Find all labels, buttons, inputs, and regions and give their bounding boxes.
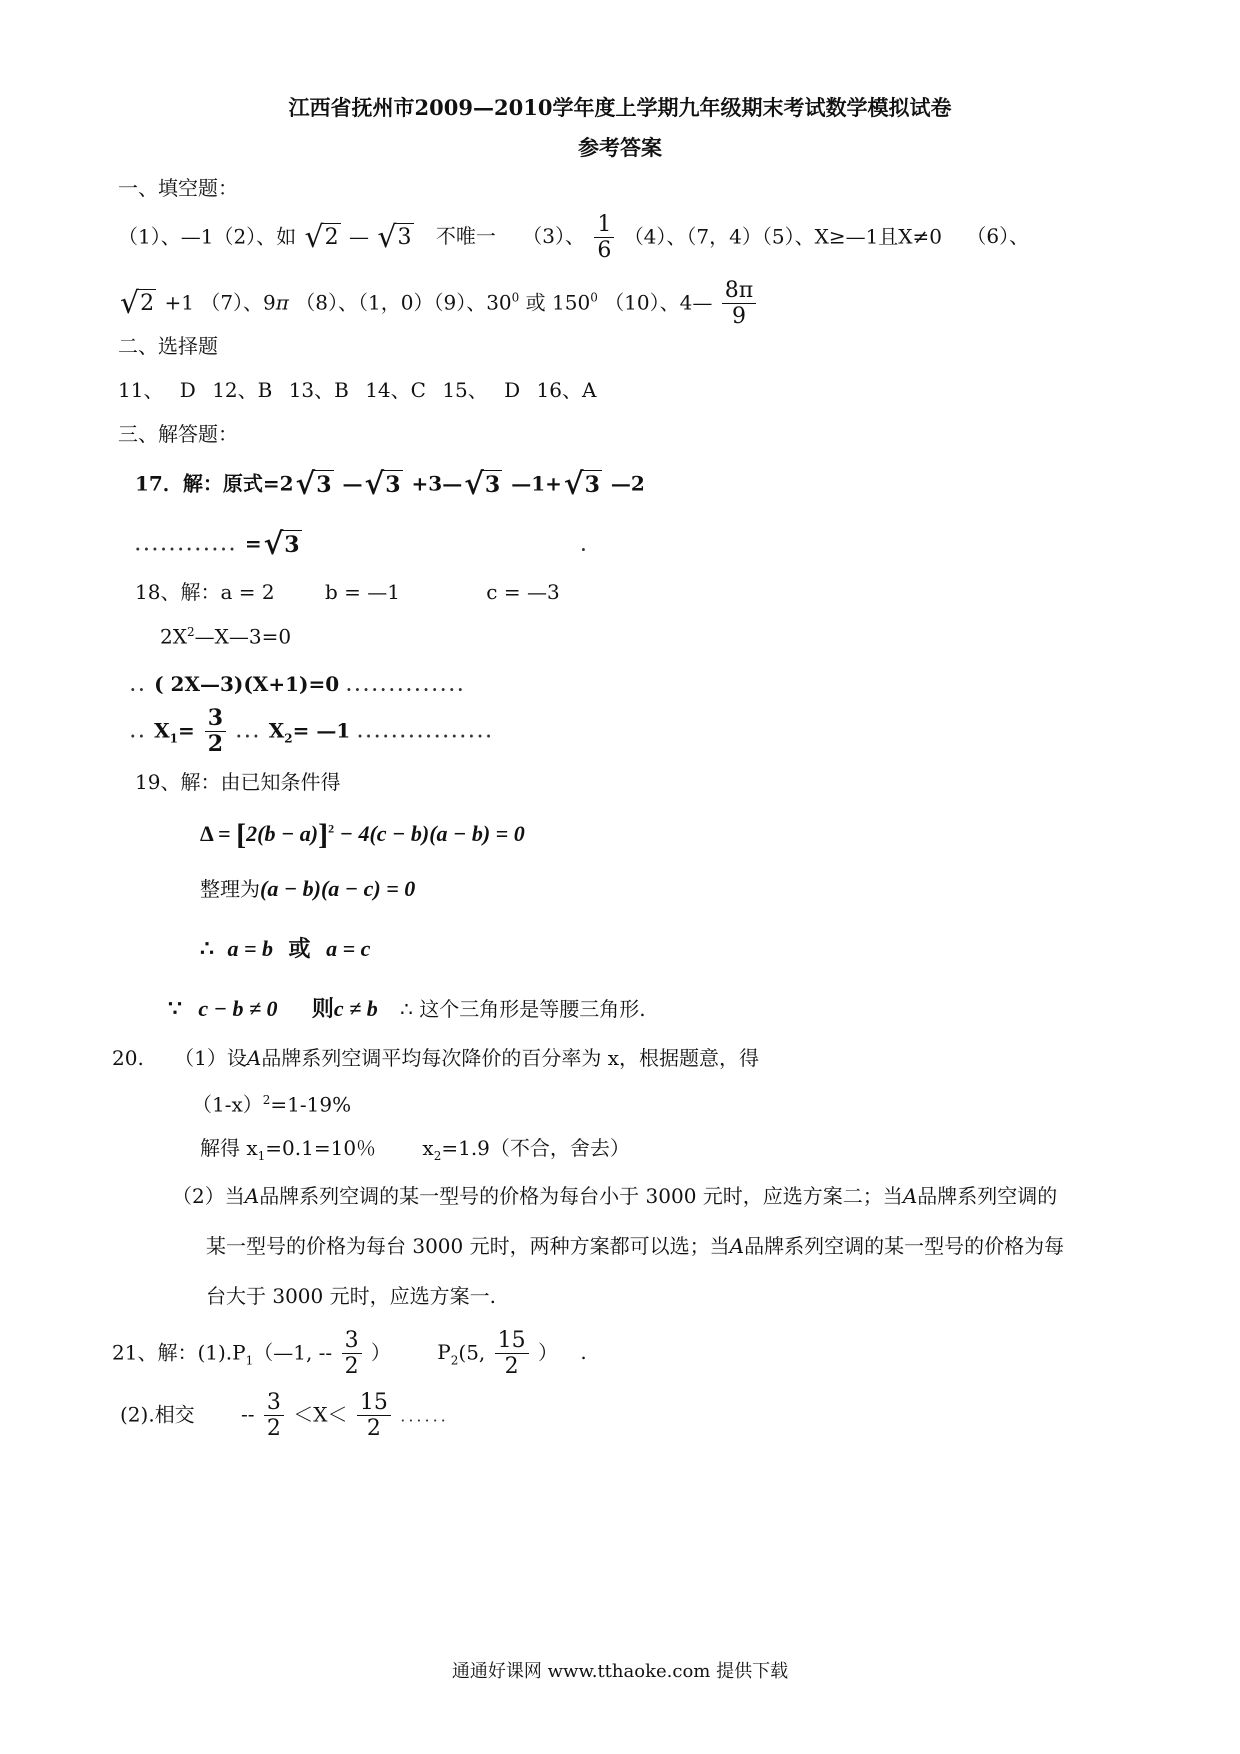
q18-equation: $2X^2—X—3=0$ [160, 624, 292, 649]
document-subtitle: 参考答案 [578, 135, 662, 160]
q21-part1: 21、解：$(1).P_1(—1$, -- $\frac{3}{2}$ ） $P_2(5$, $\frac{15}{2}$ ） . [112, 1328, 587, 1380]
q20-part2-line-2: 某一型号的价格为每台 3000 元时，两种方案都可以选；当A品牌系列空调的某一型号的价格为每 [206, 1234, 1065, 1258]
sqrt-expression: √ 3 [263, 527, 300, 562]
q17-line-2: ............ = √ 3 . [135, 527, 590, 562]
fill-in-text: +1 （7）、9 [164, 290, 276, 315]
fill-in-text: （10）、4— [604, 290, 713, 315]
sqrt-expression: √ 2 [304, 219, 339, 255]
fraction: $\frac{3}{2}$ [264, 1390, 284, 1442]
sqrt-expression: √ 3 [364, 467, 401, 502]
sqrt-expression: √ 3 [563, 467, 600, 502]
q20-equation: $(1-x)^2=1-19\%$ [192, 1092, 352, 1117]
q19-simplify: 整理为(a − b)(a − c) = 0 [200, 876, 416, 901]
sqrt-expression: √ 3 [295, 467, 332, 502]
q17-line-1: 17．解：原式=2 √ 3 — √ 3 +3— √ 3 —1+ √ 3 —2 [135, 467, 645, 502]
choice-answers: 11、 D 12、B 13、B 14、C 15、 D 16、A [118, 378, 597, 402]
fill-in-text: （4）、（7，4）（5）、X≥—1且X≠0 [623, 224, 943, 249]
fraction: $\frac{3}{2}$ [205, 706, 226, 758]
document-title: 江西省抚州市2009—2010学年度上学期九年级期末考试数学模拟试卷 [288, 95, 952, 120]
fill-in-text: （3）、 [522, 224, 585, 249]
sqrt-expression: √ 3 [377, 219, 412, 255]
q18-factorization: .. ( 2X—3)(X+1)=0 .............. [130, 672, 467, 696]
q21-part2: (2).相交 -- $\frac{3}{2}$ ＜X＜ $\frac{15}{2}$ ...... [120, 1390, 449, 1442]
fraction: $\frac{8\pi}{9}$ [722, 278, 756, 330]
fraction: $\frac{3}{2}$ [342, 1328, 362, 1380]
fill-in-line-1 [118, 212, 1029, 264]
q19-discriminant: $\Delta = [2(b - a)]^2 - 4(c - b)(a - b) = 0$ [200, 818, 525, 851]
section-solution-heading: 三、解答题： [118, 422, 238, 446]
q18-roots: .. $X_1=$ $\frac{3}{2}$ ... $X_2=$ —1 ................ [130, 705, 495, 758]
sqrt-expression: √ 3 [464, 467, 501, 502]
sqrt-expression: √ 2 [120, 285, 155, 321]
fill-in-text: 不唯一 [435, 224, 496, 249]
q19-conclusion: ∵ c − b ≠ 0 则c ≠ b ∴ 这个三角形是等腰三角形. [168, 996, 646, 1022]
fill-in-text: — [349, 224, 370, 249]
q20-part2-line-3: 台大于 3000 元时，应选方案一. [206, 1284, 496, 1308]
fill-in-text: （8）、（1，0）（9）、30 [295, 290, 512, 315]
fill-in-text: （1）、—1（2）、如 [118, 224, 297, 249]
fraction: $\frac{15}{2}$ [357, 1390, 391, 1442]
q18-coefficients: 18、解：a = 2 b = —1 c = —3 [135, 580, 560, 604]
q20-part2-line-1: （2）当A品牌系列空调的某一型号的价格为每台小于 3000 元时，应选方案二；当A品牌系列空调的 [172, 1184, 1058, 1208]
q20-intro: 20. （1）设A品牌系列空调平均每次降价的百分率为 x，根据题意，得 [112, 1046, 759, 1070]
section-choice-heading: 二、选择题 [118, 334, 218, 358]
page-footer: 通通好课网 www.tthaoke.com 提供下载 [451, 1661, 789, 1682]
fraction: $\frac{15}{2}$ [495, 1328, 529, 1380]
pi-symbol: π [275, 290, 289, 315]
section-fill-in-heading: 一、填空题： [118, 176, 238, 200]
fraction: $\frac{1}{6}$ [594, 212, 614, 264]
fill-in-text: 或 150 [525, 290, 591, 315]
fill-in-line-2: √ 2 +1 （7）、9π （8）、（1，0）（9）、$30^0$ 或 $150^0$ （10）、4— $\frac{8\pi}{9}$ [118, 278, 759, 330]
q20-solution: 解得 $x_1=0.1=10$％ $x_2=1.9$（不合，舍去） [200, 1136, 630, 1163]
q19-therefore: ∴ a = b 或 a = c [200, 936, 371, 961]
leader-dots: ............ [135, 535, 238, 555]
q19-intro: 19、解：由已知条件得 [135, 770, 341, 794]
fill-in-text: （6）、 [966, 224, 1030, 249]
